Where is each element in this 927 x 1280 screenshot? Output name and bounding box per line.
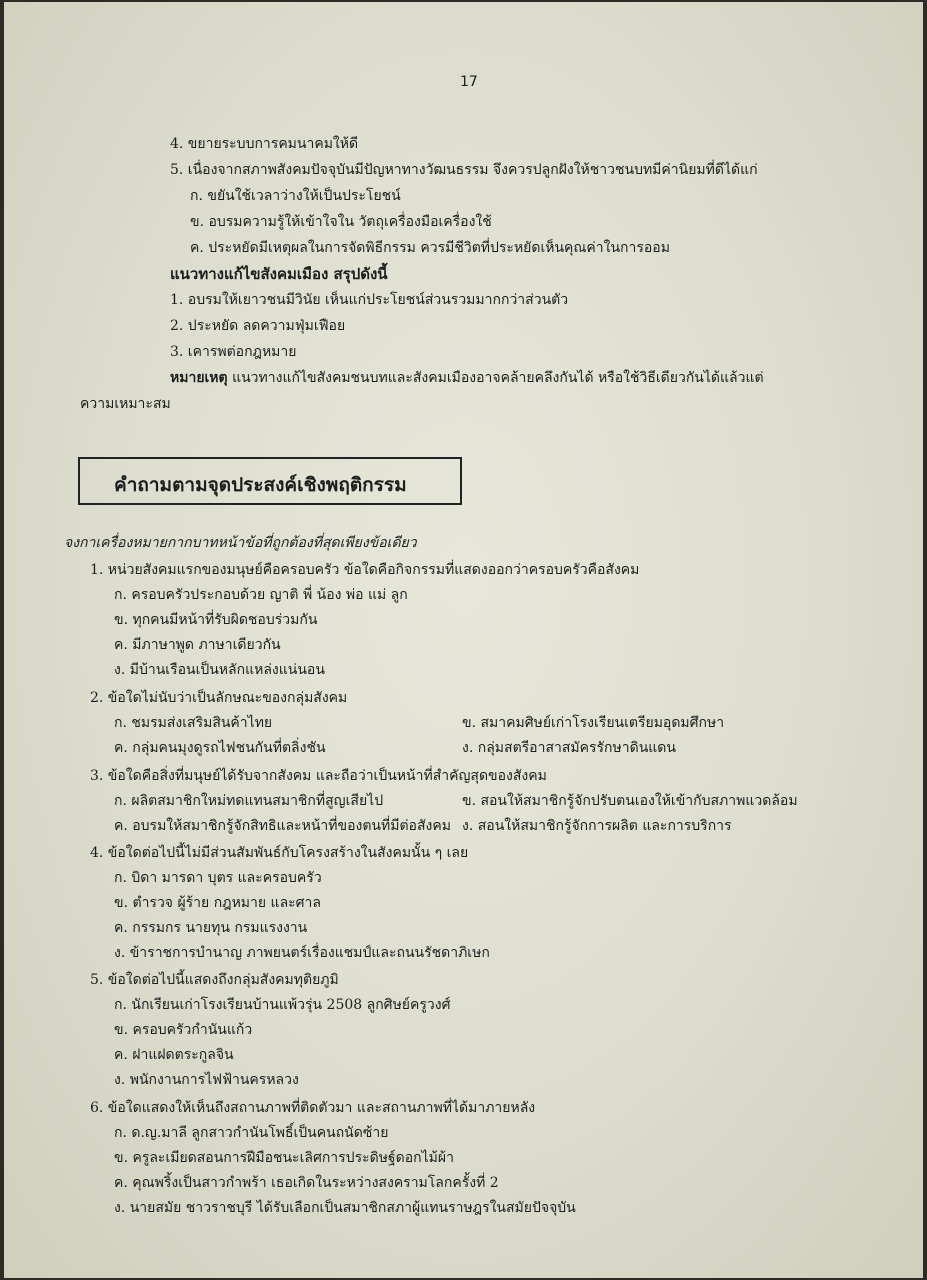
choice: ข. สมาคมศิษย์เก่าโรงเรียนเตรียมอุดมศึกษา: [462, 715, 725, 731]
choice: ง. ข้าราชการบำนาญ ภาพยนตร์เรื่องแชมป์และถนนรัชดาภิเษก: [114, 945, 490, 961]
list-item: 1. อบรมให้เยาวชนมีวินัย เห็นแก่ประโยชน์ส่วนรวมมากกว่าส่วนตัว: [170, 292, 569, 308]
section-title: คำถามตามจุดประสงค์เชิงพฤติกรรม: [114, 474, 407, 496]
list-item: ข. อบรมความรู้ให้เข้าใจใน วัตถุเครื่องมือเครื่องใช้: [190, 214, 492, 230]
choice: ข. ทุกคนมีหน้าที่รับผิดชอบร่วมกัน: [114, 612, 318, 628]
choice: ค. ฝาแฝดตระกูลจิน: [114, 1047, 234, 1063]
choice: ก. บิดา มารดา บุตร และครอบครัว: [114, 870, 322, 886]
section-title-box: [78, 457, 462, 505]
note-label: หมายเหตุ: [170, 370, 228, 386]
list-item: 5. เนื่องจากสภาพสังคมปัจจุบันมีปัญหาทางวัฒนธรรม จึงควรปลูกฝังให้ชาวชนบทมีค่านิยมที่ดีได้แก่: [170, 162, 758, 178]
choice: ข. ครูละเมียดสอนการฝีมือชนะเลิศการประดิษฐ์ดอกไม้ผ้า: [114, 1150, 454, 1166]
list-item: 2. ประหยัด ลดความฟุ่มเฟือย: [170, 318, 346, 334]
question-4: 4. ข้อใดต่อไปนี้ไม่มีส่วนสัมพันธ์กับโครงสร้างในสังคมนั้น ๆ เลย: [90, 845, 469, 861]
choice: ก. ด.ญ.มาลี ลูกสาวกำนันโพธิ์เป็นคนถนัดซ้าย: [114, 1125, 389, 1141]
note-paragraph: [170, 368, 764, 388]
choice: ค. กรรมกร นายทุน กรมแรงงาน: [114, 920, 308, 936]
choice: ข. ตำรวจ ผู้ร้าย กฎหมาย และศาล: [114, 895, 321, 911]
list-item: 3. เคารพต่อกฎหมาย: [170, 344, 297, 360]
question-2: 2. ข้อใดไม่นับว่าเป็นลักษณะของกลุ่มสังคม: [90, 690, 348, 706]
section-heading: แนวทางแก้ไขสังคมเมือง สรุปดังนี้: [170, 265, 388, 283]
question-1: 1. หน่วยสังคมแรกของมนุษย์คือครอบครัว ข้อใดคือกิจกรรมที่แสดงออกว่าครอบครัวคือสังคม: [90, 562, 640, 578]
choice: ง. มีบ้านเรือนเป็นหลักแหล่งแน่นอน: [114, 662, 325, 678]
note-continuation: ความเหมาะสม: [80, 396, 171, 412]
choice: ค. กลุ่มคนมุงดูรถไฟชนกันที่ตลิ่งชัน: [114, 740, 326, 756]
list-item: ค. ประหยัดมีเหตุผลในการจัดพิธีกรรม ควรมีชีวิตที่ประหยัดเห็นคุณค่าในการออม: [190, 240, 670, 256]
choice: ก. ชมรมส่งเสริมสินค้าไทย: [114, 715, 273, 731]
question-5: 5. ข้อใดต่อไปนี้แสดงถึงกลุ่มสังคมทุติยภูมิ: [90, 972, 339, 988]
choice: ค. คุณพริ้งเป็นสาวกำพร้า เธอเกิดในระหว่างสงครามโลกครั้งที่ 2: [114, 1175, 499, 1191]
choice: ค. มีภาษาพูด ภาษาเดียวกัน: [114, 637, 281, 653]
choice: ก. นักเรียนเก่าโรงเรียนบ้านแพ้วรุ่น 2508 ลูกศิษย์ครูวงศ์: [114, 997, 451, 1013]
choice: ก. ครอบครัวประกอบด้วย ญาติ พี่ น้อง พ่อ แม่ ลูก: [114, 587, 408, 603]
question-3: 3. ข้อใดคือสิ่งที่มนุษย์ได้รับจากสังคม และถือว่าเป็นหน้าที่สำคัญสุดของสังคม: [90, 768, 547, 784]
list-item: 4. ขยายระบบการคมนาคมให้ดี: [170, 136, 359, 152]
choice: ง. สอนให้สมาชิกรู้จักการผลิต และการบริการ: [462, 818, 732, 834]
note-text: แนวทางแก้ไขสังคมชนบทและสังคมเมืองอาจคล้ายคลึงกันได้ หรือใช้วิธีเดียวกันได้แล้วแต่: [227, 370, 764, 386]
list-item: ก. ขยันใช้เวลาว่างให้เป็นประโยชน์: [190, 188, 401, 204]
choice: ง. พนักงานการไฟฟ้านครหลวง: [114, 1072, 299, 1088]
question-6: 6. ข้อใดแสดงให้เห็นถึงสถานภาพที่ติดตัวมา และสถานภาพที่ได้มาภายหลัง: [90, 1100, 536, 1116]
choice: ง. นายสมัย ชาวราชบุรี ได้รับเลือกเป็นสมาชิกสภาผู้แทนราษฎรในสมัยปัจจุบัน: [114, 1200, 576, 1216]
choice: ข. ครอบครัวกำนันแก้ว: [114, 1022, 253, 1038]
instruction: จงกาเครื่องหมายกากบาทหน้าข้อที่ถูกต้องที่สุดเพียงข้อเดียว: [64, 535, 417, 551]
page-number: 17: [460, 74, 478, 90]
choice: ก. ผลิตสมาชิกใหม่ทดแทนสมาชิกที่สูญเสียไป: [114, 793, 384, 809]
choice: ข. สอนให้สมาชิกรู้จักปรับตนเองให้เข้ากับสภาพแวดล้อม: [462, 793, 798, 809]
choice: ง. กลุ่มสตรีอาสาสมัครรักษาดินแดน: [462, 740, 676, 756]
choice: ค. อบรมให้สมาชิกรู้จักสิทธิและหน้าที่ของตนที่มีต่อสังคม: [114, 818, 451, 834]
document-page: [4, 2, 923, 1278]
